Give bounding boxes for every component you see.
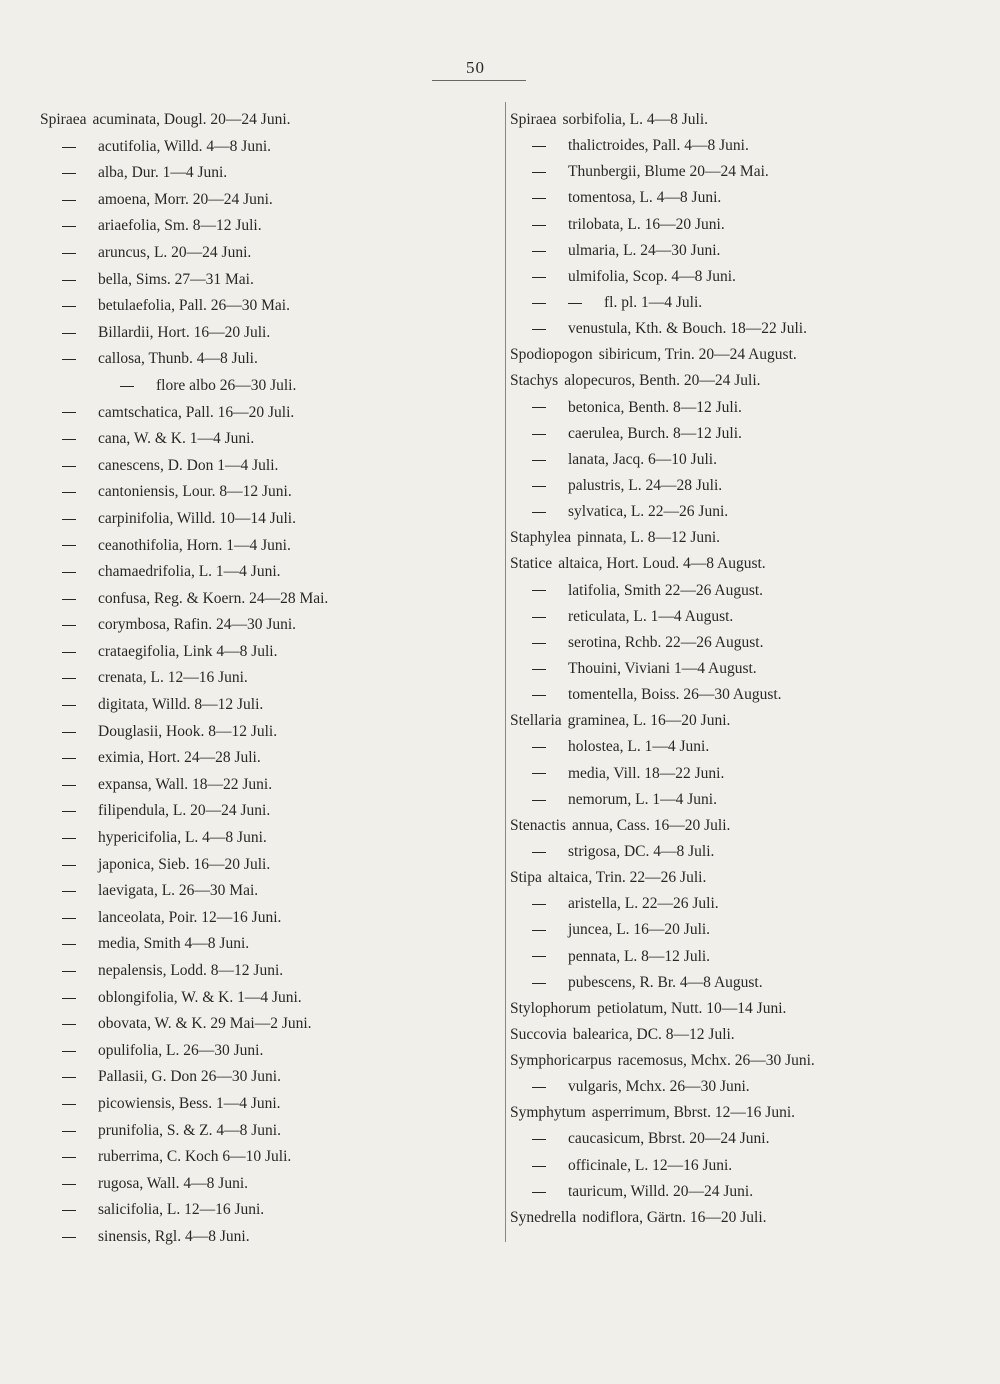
ditto-dash (62, 280, 76, 281)
species-entry (510, 395, 950, 421)
species-entry (40, 213, 460, 240)
ditto-dash (532, 251, 546, 252)
species-text: Billardii, Hort. 16—20 Juli. (98, 323, 271, 341)
ditto-dash (62, 998, 76, 999)
species-entry (40, 745, 460, 772)
species-text: thalictroides, Pall. 4—8 Juni. (568, 137, 749, 155)
species-entry (510, 996, 950, 1022)
species-entry (40, 692, 460, 719)
genus-name: Spiraea (510, 111, 557, 128)
species-text: trilobata, L. 16—20 Juni. (568, 215, 725, 233)
species-entry (40, 1118, 460, 1145)
ditto-dash (62, 173, 76, 174)
species-entry (510, 682, 950, 708)
species-entry (40, 1171, 460, 1198)
ditto-dash (62, 147, 76, 148)
species-entry (40, 931, 460, 958)
species-entry (510, 839, 950, 865)
ditto-dash (532, 225, 546, 226)
page-number: 50 (466, 58, 485, 77)
species-entry (40, 346, 460, 373)
species-text: balearica, DC. 8—12 Juli. (572, 1025, 735, 1043)
species-entry (510, 1074, 950, 1100)
species-entry (40, 798, 460, 825)
species-entry (40, 586, 460, 613)
species-text: caerulea, Burch. 8—12 Juli. (568, 424, 742, 442)
species-text: eximia, Hort. 24—28 Juli. (98, 749, 261, 767)
ditto-dash (532, 329, 546, 330)
species-entry (510, 421, 950, 447)
species-text: laevigata, L. 26—30 Mai. (98, 882, 259, 900)
species-entry (510, 316, 950, 342)
ditto-dash (532, 590, 546, 591)
species-entry (40, 240, 460, 267)
species-text: tomentosa, L. 4—8 Juni. (568, 189, 722, 207)
ditto-dash (532, 198, 546, 199)
species-text: confusa, Reg. & Koern. 24—28 Mai. (98, 589, 329, 607)
ditto-dash (62, 891, 76, 892)
species-entry (40, 107, 460, 134)
species-entry (40, 639, 460, 666)
ditto-dash (568, 303, 582, 304)
species-text: fl. pl. 1—4 Juli. (604, 293, 703, 311)
species-text: cantoniensis, Lour. 8—12 Juni. (98, 483, 292, 501)
species-entry (510, 1153, 950, 1179)
species-entry (40, 1224, 460, 1251)
species-entry (510, 342, 950, 368)
ditto-dash (62, 1024, 76, 1025)
species-text: sylvatica, L. 22—26 Juni. (568, 503, 729, 521)
species-entry (40, 479, 460, 506)
species-entry (40, 533, 460, 560)
species-text: camtschatica, Pall. 16—20 Juli. (98, 403, 295, 421)
species-text: japonica, Sieb. 16—20 Juli. (98, 855, 271, 873)
ditto-dash (62, 333, 76, 334)
species-text: alopecuros, Benth. 20—24 Juli. (564, 372, 761, 390)
species-text: oblongifolia, W. & K. 1—4 Juni. (98, 988, 302, 1006)
species-text: sinensis, Rgl. 4—8 Juni. (98, 1227, 250, 1245)
genus-name: Stellaria (510, 712, 562, 730)
species-text: media, Smith 4—8 Juni. (98, 935, 250, 953)
genus-name: Synedrella (510, 1208, 577, 1226)
species-text: bella, Sims. 27—31 Mai. (98, 270, 254, 288)
ditto-dash (532, 146, 546, 147)
species-text: lanceolata, Poir. 12—16 Juni. (98, 908, 282, 926)
species-text: aruncus, L. 20—24 Juni. (98, 243, 252, 261)
species-text: pubescens, R. Br. 4—8 August. (568, 973, 763, 991)
ditto-dash (532, 695, 546, 696)
species-text: nemorum, L. 1—4 Juni. (568, 790, 717, 808)
ditto-dash (120, 386, 134, 387)
species-entry (510, 447, 950, 473)
ditto-dash (62, 572, 76, 573)
species-entry (40, 267, 460, 294)
species-text: racemosus, Mchx. 26—30 Juni. (617, 1052, 815, 1070)
species-entry (40, 1197, 460, 1224)
species-text: salicifolia, L. 12—16 Juni. (98, 1201, 265, 1219)
genus-name: Stylophorum (510, 999, 591, 1017)
right-column (510, 107, 950, 1231)
genus-name: Succovia (510, 1025, 567, 1043)
species-entry (510, 813, 950, 839)
species-text: canescens, D. Don 1—4 Juli. (98, 456, 279, 474)
species-entry (510, 1126, 950, 1152)
species-entry (40, 1144, 460, 1171)
species-entry (40, 400, 460, 427)
species-entry (40, 772, 460, 799)
ditto-dash (62, 732, 76, 733)
species-entry (40, 559, 460, 586)
species-text: flore albo 26—30 Juli. (156, 376, 297, 394)
species-entry (510, 734, 950, 760)
species-text: alba, Dur. 1—4 Juni. (98, 164, 228, 182)
species-entry (510, 185, 950, 211)
species-entry (510, 159, 950, 185)
ditto-dash (62, 785, 76, 786)
species-entry (510, 656, 950, 682)
species-entry (40, 878, 460, 905)
species-entry (40, 665, 460, 692)
ditto-dash (62, 1104, 76, 1105)
species-text: picowiensis, Bess. 1—4 Juni. (98, 1094, 281, 1112)
column-divider (505, 102, 506, 1242)
species-text: tauricum, Willd. 20—24 Juni. (568, 1182, 754, 1200)
species-entry (510, 1022, 950, 1048)
species-entry (40, 1011, 460, 1038)
species-entry (40, 373, 460, 400)
ditto-dash (532, 1192, 546, 1193)
left-column (40, 107, 460, 1251)
ditto-dash (62, 971, 76, 972)
species-text: annua, Cass. 16—20 Juli. (571, 816, 731, 834)
ditto-dash (62, 1077, 76, 1078)
species-text: nepalensis, Lodd. 8—12 Juni. (98, 962, 284, 979)
species-entry (40, 134, 460, 161)
species-text: amoena, Morr. 20—24 Juni. (98, 190, 273, 208)
species-entry (510, 264, 950, 290)
ditto-dash (62, 492, 76, 493)
species-text: aristella, L. 22—26 Juli. (568, 895, 719, 913)
ditto-dash (532, 1166, 546, 1167)
species-entry (510, 708, 950, 734)
species-entry (510, 238, 950, 264)
species-entry (510, 917, 950, 943)
species-text: cana, W. & K. 1—4 Juni. (98, 430, 255, 448)
species-text: ruberrima, C. Koch 6—10 Juli. (98, 1148, 292, 1166)
species-entry (510, 212, 950, 238)
species-entry (40, 187, 460, 214)
ditto-dash (532, 434, 546, 435)
species-text: sorbifolia, L. 4—8 Juli. (562, 111, 709, 128)
species-text: asperrimum, Bbrst. 12—16 Juni. (591, 1104, 796, 1122)
ditto-dash (62, 1157, 76, 1158)
ditto-dash (532, 983, 546, 984)
species-entry (510, 107, 950, 133)
ditto-dash (62, 412, 76, 413)
species-text: pinnata, L. 8—12 Juni. (577, 529, 721, 547)
species-entry (40, 426, 460, 453)
species-entry (40, 453, 460, 480)
species-text: Thouini, Viviani 1—4 August. (568, 659, 757, 677)
species-text: digitata, Willd. 8—12 Juli. (98, 696, 264, 714)
species-text: crataegifolia, Link 4—8 Juli. (98, 642, 278, 660)
species-text: acuminata, Dougl. 20—24 Juni. (92, 111, 291, 128)
ditto-dash (62, 811, 76, 812)
species-text: acutifolia, Willd. 4—8 Juni. (98, 137, 272, 155)
genus-name: Staphylea (510, 529, 572, 547)
species-entry (510, 944, 950, 970)
ditto-dash (532, 617, 546, 618)
species-text: carpinifolia, Willd. 10—14 Juli. (98, 509, 296, 527)
species-text: pennata, L. 8—12 Juli. (568, 947, 711, 965)
ditto-dash (532, 904, 546, 905)
ditto-dash (62, 466, 76, 467)
species-text: vulgaris, Mchx. 26—30 Juni. (568, 1078, 750, 1096)
ditto-dash (62, 1184, 76, 1185)
species-entry (40, 825, 460, 852)
ditto-dash (62, 306, 76, 307)
species-entry (40, 612, 460, 639)
ditto-dash (62, 226, 76, 227)
species-text: serotina, Rchb. 22—26 August. (568, 633, 764, 651)
ditto-dash (62, 1210, 76, 1211)
species-entry (510, 1048, 950, 1074)
genus-name: Spiraea (40, 111, 87, 128)
species-entry (40, 320, 460, 347)
species-entry (510, 578, 950, 604)
species-text: holostea, L. 1—4 Juni. (568, 738, 710, 756)
species-entry (40, 852, 460, 879)
ditto-dash (62, 253, 76, 254)
species-entry (40, 958, 460, 985)
species-text: altaica, Trin. 22—26 Juli. (547, 869, 707, 887)
species-entry (40, 1064, 460, 1091)
genus-name: Symphytum (510, 1104, 586, 1122)
species-text: lanata, Jacq. 6—10 Juli. (568, 450, 717, 468)
species-text: ulmaria, L. 24—30 Juni. (568, 241, 721, 259)
species-entry (40, 160, 460, 187)
ditto-dash (62, 918, 76, 919)
species-entry (40, 293, 460, 320)
genus-name: Symphoricarpus (510, 1052, 612, 1070)
ditto-dash (532, 486, 546, 487)
ditto-dash (532, 852, 546, 853)
ditto-dash (62, 705, 76, 706)
species-text: caucasicum, Bbrst. 20—24 Juni. (568, 1130, 770, 1148)
species-entry (510, 290, 950, 316)
species-entry (510, 1179, 950, 1205)
species-text: palustris, L. 24—28 Juli. (568, 476, 723, 494)
species-entry (40, 719, 460, 746)
species-entry (510, 133, 950, 159)
ditto-dash (62, 865, 76, 866)
ditto-dash (62, 200, 76, 201)
ditto-dash (532, 512, 546, 513)
species-text: obovata, W. & K. 29 Mai—2 Juni. (98, 1015, 312, 1033)
genus-name: Stenactis (510, 816, 566, 834)
species-text: graminea, L. 16—20 Juni. (567, 712, 731, 730)
species-entry (40, 506, 460, 533)
species-text: Douglasii, Hook. 8—12 Juli. (98, 722, 278, 740)
species-entry (510, 891, 950, 917)
species-text: callosa, Thunb. 4—8 Juli. (98, 350, 258, 368)
ditto-dash (532, 172, 546, 173)
species-text: ulmifolia, Scop. 4—8 Juni. (568, 267, 736, 285)
species-text: Thunbergii, Blume 20—24 Mai. (568, 163, 769, 181)
species-text: strigosa, DC. 4—8 Juli. (568, 842, 715, 860)
species-text: betonica, Benth. 8—12 Juli. (568, 398, 742, 416)
ditto-dash (532, 800, 546, 801)
species-text: sibiricum, Trin. 20—24 August. (598, 346, 797, 364)
species-text: opulifolia, L. 26—30 Juni. (98, 1041, 264, 1059)
ditto-dash (62, 519, 76, 520)
ditto-dash (532, 277, 546, 278)
ditto-dash (62, 359, 76, 360)
species-text: altaica, Hort. Loud. 4—8 August. (558, 555, 766, 573)
ditto-dash (62, 625, 76, 626)
species-entry (510, 1205, 950, 1231)
genus-name: Stipa (510, 869, 542, 887)
ditto-dash (62, 678, 76, 679)
ditto-dash (62, 944, 76, 945)
ditto-dash (62, 599, 76, 600)
species-entry (40, 905, 460, 932)
species-text: betulaefolia, Pall. 26—30 Mai. (98, 297, 290, 315)
ditto-dash (62, 1237, 76, 1238)
species-entry (510, 761, 950, 787)
genus-name: Stachys (510, 372, 559, 390)
ditto-dash (62, 439, 76, 440)
species-text: officinale, L. 12—16 Juni. (568, 1156, 733, 1174)
species-entry (510, 604, 950, 630)
species-text: corymbosa, Rafin. 24—30 Juni. (98, 616, 297, 634)
header-rule (432, 80, 526, 81)
species-text: reticulata, L. 1—4 August. (568, 607, 734, 625)
species-entry (510, 865, 950, 891)
ditto-dash (532, 643, 546, 644)
ditto-dash (532, 1139, 546, 1140)
species-text: latifolia, Smith 22—26 August. (568, 581, 764, 599)
species-text: hypericifolia, L. 4—8 Juni. (98, 829, 267, 847)
species-entry (510, 368, 950, 394)
ditto-dash (532, 773, 546, 774)
species-entry (510, 473, 950, 499)
species-entry (510, 630, 950, 656)
species-text: filipendula, L. 20—24 Juni. (98, 802, 271, 820)
ditto-dash (62, 1051, 76, 1052)
ditto-dash (62, 758, 76, 759)
species-text: prunifolia, S. & Z. 4—8 Juni. (98, 1121, 281, 1139)
species-entry (510, 525, 950, 551)
ditto-dash (532, 956, 546, 957)
species-entry (510, 499, 950, 525)
ditto-dash (532, 1087, 546, 1088)
ditto-dash (532, 930, 546, 931)
species-text: venustula, Kth. & Bouch. 18—22 Juli. (568, 320, 807, 338)
species-text: rugosa, Wall. 4—8 Juni. (98, 1174, 249, 1192)
ditto-dash (62, 545, 76, 546)
species-entry (40, 1091, 460, 1118)
species-entry (510, 1100, 950, 1126)
species-text: nodiflora, Gärtn. 16—20 Juli. (582, 1208, 767, 1226)
ditto-dash (532, 669, 546, 670)
species-text: expansa, Wall. 18—22 Juni. (98, 775, 273, 793)
species-text: ariaefolia, Sm. 8—12 Juli. (98, 217, 262, 235)
species-entry (510, 970, 950, 996)
genus-name: Statice (510, 555, 553, 573)
ditto-dash (532, 407, 546, 408)
species-text: petiolatum, Nutt. 10—14 Juni. (596, 999, 787, 1017)
ditto-dash (62, 1131, 76, 1132)
species-entry (40, 1038, 460, 1065)
species-text: Pallasii, G. Don 26—30 Juni. (98, 1068, 281, 1086)
ditto-dash (62, 652, 76, 653)
ditto-dash (532, 303, 546, 304)
species-text: juncea, L. 16—20 Juli. (568, 921, 711, 939)
ditto-dash (62, 838, 76, 839)
species-text: tomentella, Boiss. 26—30 August. (568, 686, 782, 704)
ditto-dash (532, 747, 546, 748)
ditto-dash (532, 460, 546, 461)
species-text: media, Vill. 18—22 Juni. (568, 764, 725, 782)
species-entry (510, 787, 950, 813)
species-text: crenata, L. 12—16 Juni. (98, 669, 248, 687)
species-entry (510, 551, 950, 577)
genus-name: Spodiopogon (510, 346, 593, 364)
species-text: ceanothifolia, Horn. 1—4 Juni. (98, 536, 291, 554)
species-text: chamaedrifolia, L. 1—4 Juni. (98, 563, 281, 581)
species-entry (40, 985, 460, 1012)
